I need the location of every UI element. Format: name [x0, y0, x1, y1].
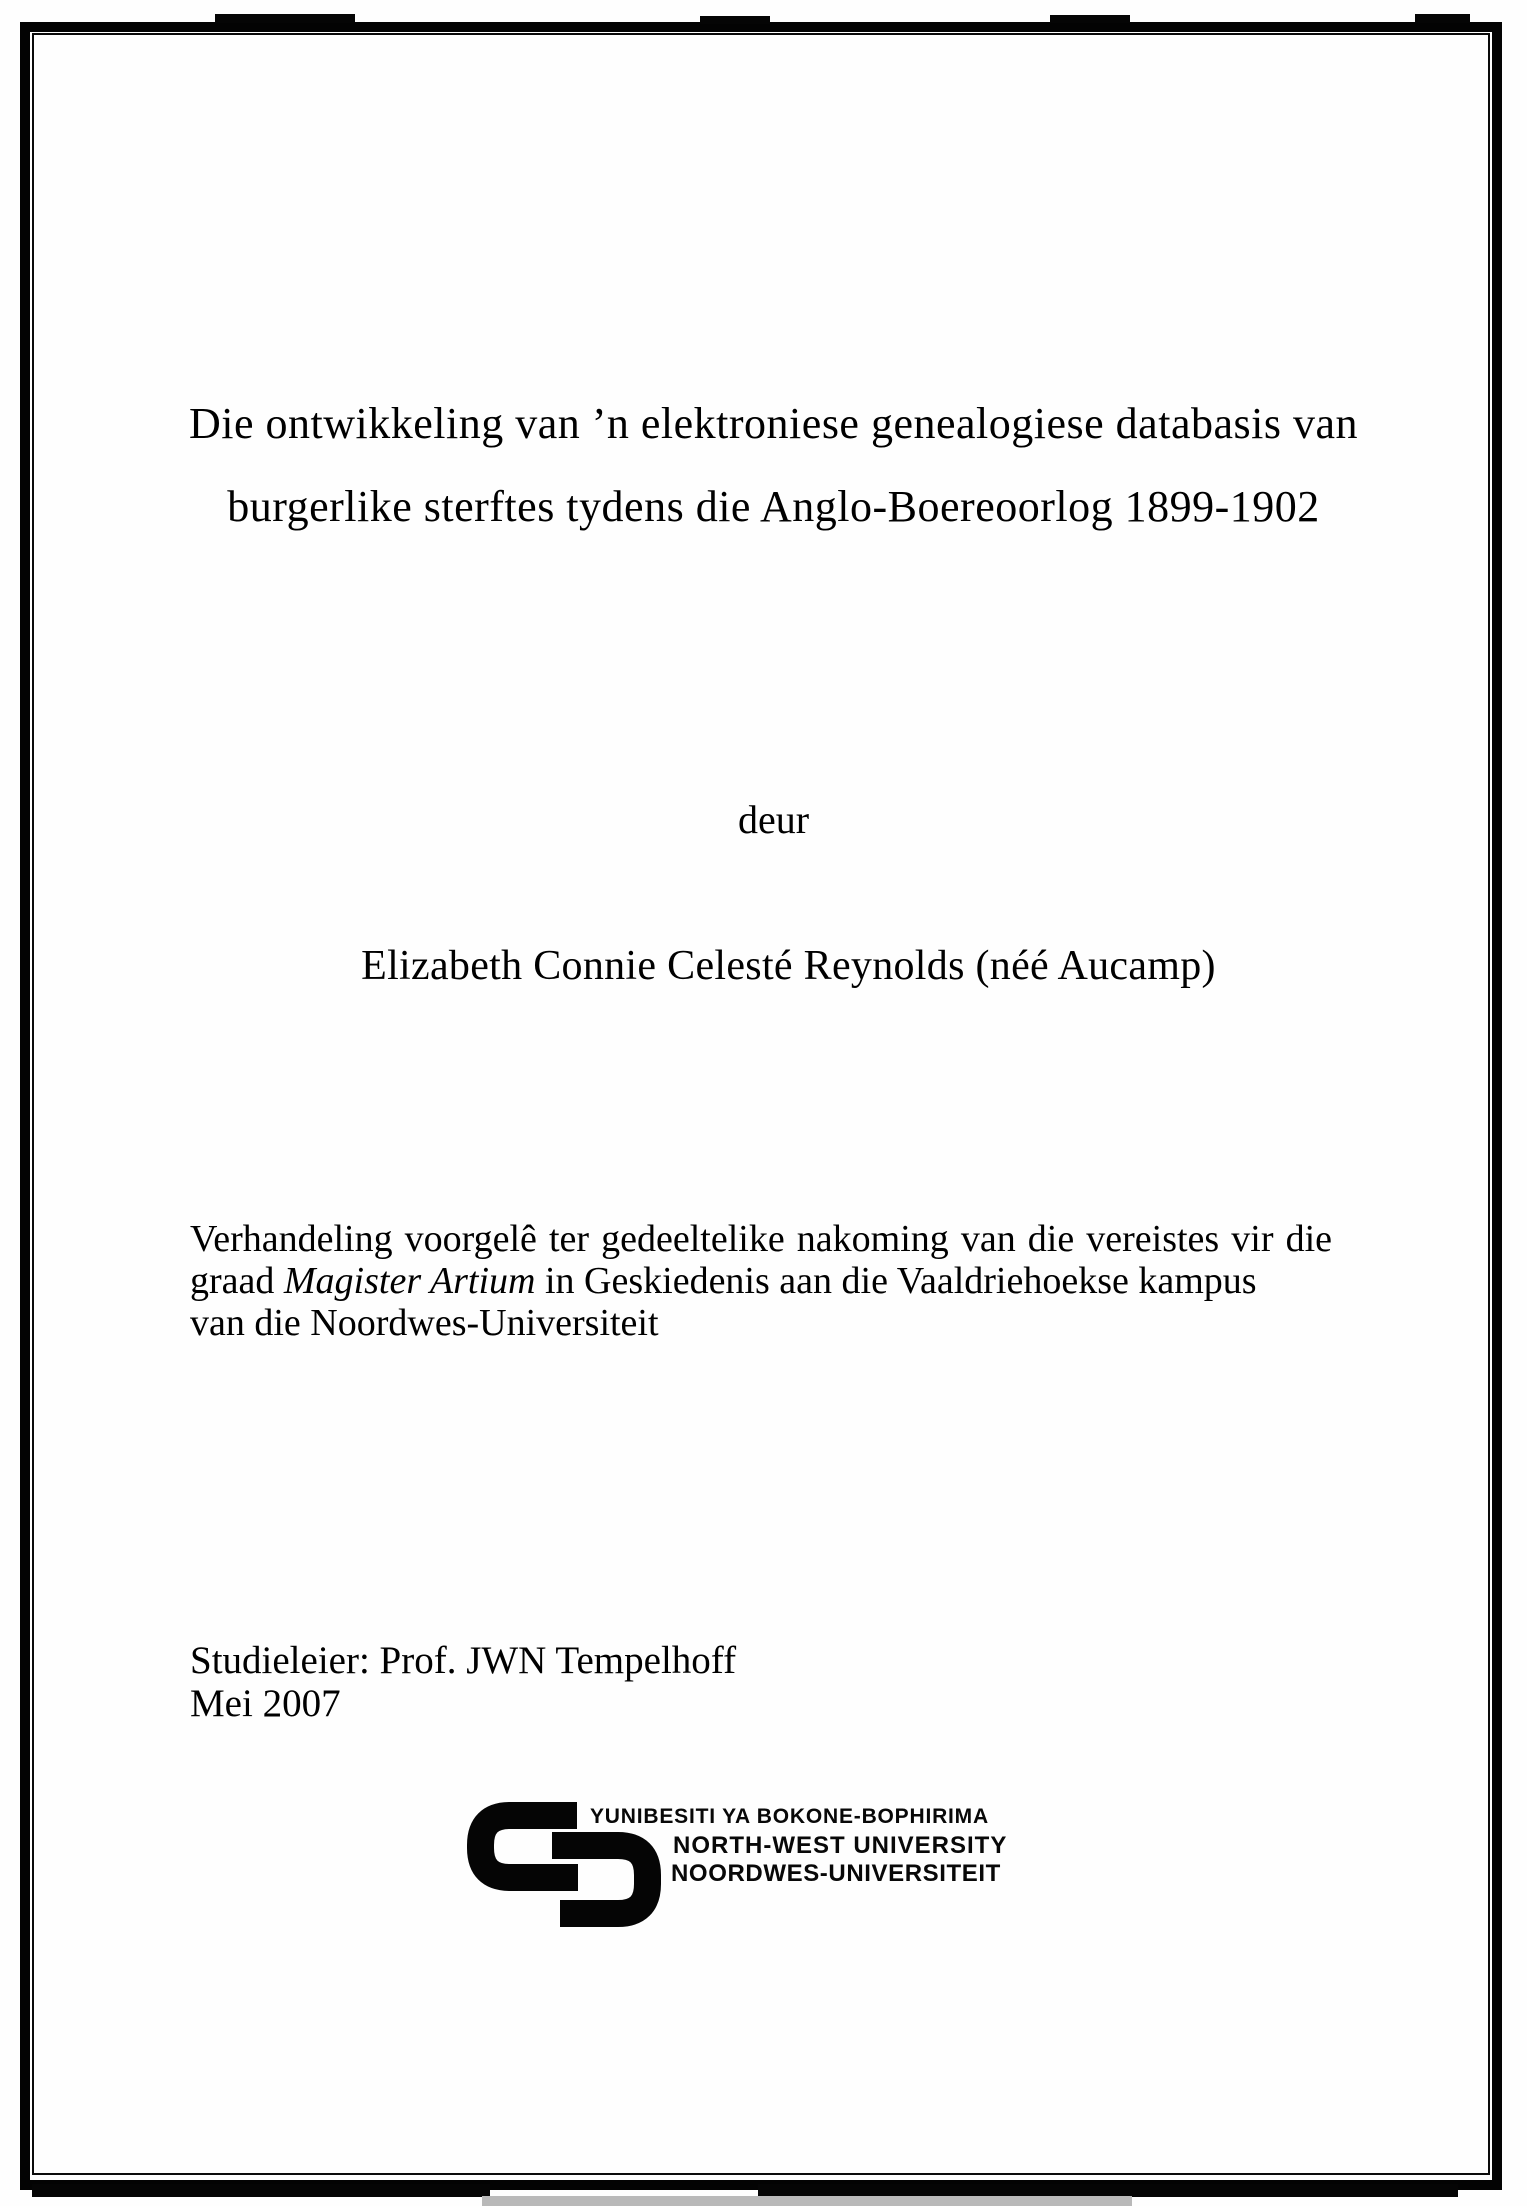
- supervisor-block: [190, 1639, 736, 1725]
- scan-artifact: [32, 2184, 490, 2197]
- degree-name: Magister Artium: [283, 1260, 536, 1302]
- thesis-title: [44, 396, 1503, 535]
- submission-statement: [190, 1218, 1332, 1344]
- author-name: Elizabeth Connie Celesté Reynolds (néé Aucamp): [361, 943, 1216, 989]
- byline-label: deur: [737, 797, 810, 842]
- title-line-1: Die ontwikkeling van ’n elektroniese genealogiese databasis van: [188, 399, 1358, 448]
- logo-text-english: NORTH-WEST UNIVERSITY: [673, 1832, 1008, 1859]
- logo-text-setswana: YUNIBESITI YA BOKONE-BOPHIRIMA: [590, 1805, 989, 1828]
- statement-line-3: van die Noordwes-Universiteit: [190, 1302, 659, 1344]
- scan-artifact: [1415, 14, 1470, 23]
- statement-line2-prefix: graad: [190, 1260, 284, 1302]
- statement-line2-suffix: in Geskiedenis aan die Vaaldriehoekse kampus: [535, 1260, 1257, 1302]
- university-logo: [466, 1799, 1106, 1969]
- supervisor-line: Studieleier: Prof. JWN Tempelhoff: [190, 1639, 737, 1682]
- scan-artifact: [215, 14, 355, 23]
- statement-line-1: Verhandeling voorgelê ter gedeeltelike nakoming van die vereistes vir die: [190, 1218, 1332, 1260]
- logo-text-afrikaans: NOORDWES-UNIVERSITEIT: [671, 1860, 1001, 1887]
- scan-shadow: [482, 2196, 1132, 2206]
- scan-artifact: [1050, 15, 1130, 23]
- statement-line-2: [190, 1260, 1332, 1302]
- title-line-2: burgerlike sterftes tydens die Anglo-Boereoorlog 1899-1902: [227, 482, 1320, 531]
- scan-artifact: [700, 16, 770, 24]
- date-line: Mei 2007: [190, 1682, 341, 1725]
